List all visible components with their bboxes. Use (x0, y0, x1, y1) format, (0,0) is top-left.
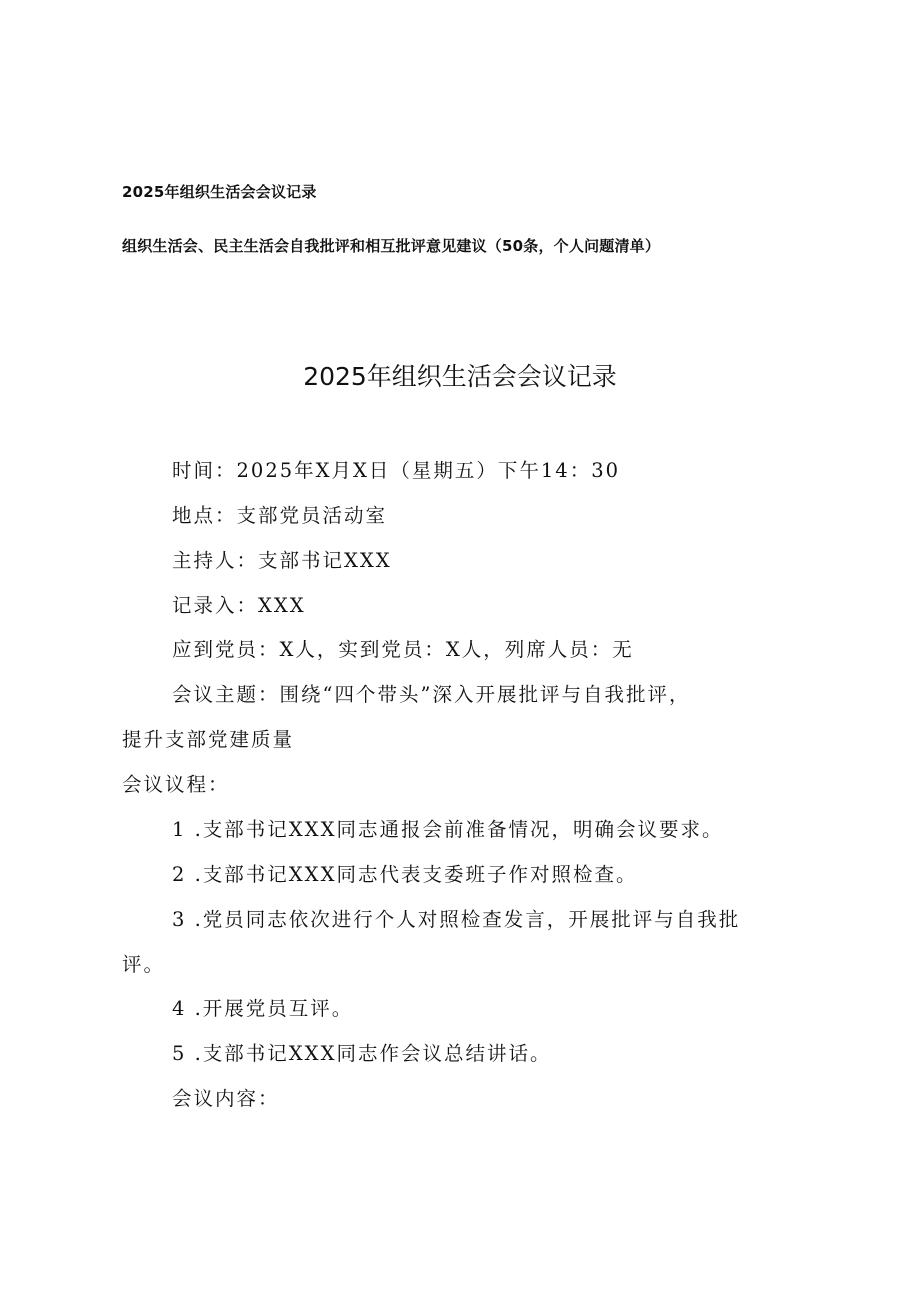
meeting-theme-continued: 提升支部党建质量 (122, 728, 295, 751)
agenda-item: 3 .党员同志依次进行个人对照检查发言，开展批评与自我批 (172, 908, 741, 931)
agenda-item: 2 .支部书记XXX同志代表支委班子作对照检查。 (172, 863, 638, 886)
meeting-recorder: 记录入：XXX (172, 594, 306, 617)
meeting-attendance: 应到党员：X人，实到党员：X人，列席人员：无 (172, 638, 634, 661)
agenda-item: 1 .支部书记XXX同志通报会前准备情况，明确会议要求。 (172, 818, 724, 841)
toc-entry-meeting-record: 2025年组织生活会会议记录 (122, 183, 317, 201)
agenda-item: 4 .开展党员互评。 (172, 997, 354, 1020)
toc-entry-criticism-suggestions: 组织生活会、民主生活会自我批评和相互批评意见建议（50条，个人问题清单） (122, 237, 661, 255)
meeting-location: 地点：支部党员活动室 (172, 504, 388, 527)
meeting-time: 时间：2025年X月X日（星期五）下午14：30 (172, 459, 621, 482)
meeting-host: 主持人：支部书记XXX (172, 549, 392, 572)
agenda-item: 5 .支部书记XXX同志作会议总结讲话。 (172, 1042, 552, 1065)
content-heading: 会议内容： (172, 1087, 280, 1110)
agenda-heading: 会议议程： (122, 773, 230, 796)
agenda-item-continued: 评。 (122, 953, 166, 976)
document-title: 2025年组织生活会会议记录 (303, 362, 617, 391)
meeting-theme: 会议主题：围绕“四个带头”深入开展批评与自我批评， (172, 683, 691, 706)
